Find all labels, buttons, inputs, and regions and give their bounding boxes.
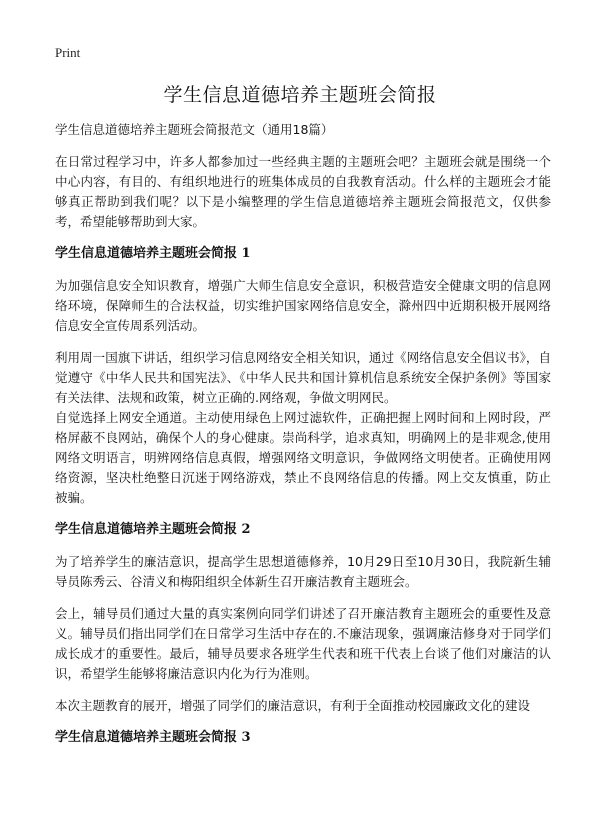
- print-label[interactable]: Print: [55, 45, 81, 60]
- section-1-paragraph-2: 利用周一国旗下讲话，组织学习信息网络安全相关知识，通过《网络信息安全倡议书》，自觉遵守《中华人民共和国宪法》、《中华人民共和国计算机信息系统安全保护条例》等国家有关法律、法规和政策，树立正确的.网络观，争做文明网民。: [55, 350, 551, 405]
- section-2-paragraph-1: 为了培养学生的廉洁意识，提高学生思想道德修养，10月29日至10月30日，我院新生辅导员陈秀云、谷清义和梅阳组织全体新生召开廉洁教育主题班会。: [55, 554, 551, 589]
- section-1-paragraph-3: 自觉选择上网安全通道。主动使用绿色上网过滤软件，正确把握上网时间和上网时段，严格屏蔽不良网站，确保个人的身心健康。崇尚科学，追求真知，明确网上的是非观念,使用网络文明语言，明辨网络信息真假，增强网络文明意识，争做网络文明使者。正确使用网络资源，坚决杜绝整日沉迷于网络游戏，禁止不良网络信息的传播。网上交友慎重，防止被骗。: [55, 410, 551, 505]
- section-2-paragraph-3: 本次主题教育的展开，增强了同学们的廉洁意识，有利于全面推动校园廉政文化的建设: [55, 698, 531, 713]
- document-title: 学生信息道德培养主题班会简报: [163, 84, 437, 106]
- intro-paragraph: 在日常过程学习中，许多人都参加过一些经典主题的主题班会吧？主题班会就是围绕一个中心内容，有目的、有组织地进行的班集体成员的自我教育活动。什么样的主题班会才能够真正帮助到我们呢？以下是小编整理的学生信息道德培养主题班会简报范文，仅供参考，希望能够帮助到大家。: [55, 154, 551, 229]
- section-heading-2: 学生信息道德培养主题班会简报 2: [55, 522, 251, 537]
- document-body: [55, 120, 551, 760]
- section-heading-1: 学生信息道德培养主题班会简报 1: [55, 246, 251, 261]
- section-2-paragraph-2: 会上，辅导员们通过大量的真实案例向同学们讲述了召开廉洁教育主题班会的重要性及意义。辅导员们指出同学们在日常学习生活中存在的.不廉洁现象，强调廉洁修身对于同学们成长成才的重要性。最后，辅导员要求各班学生代表和班干代表上台谈了他们对廉洁的认识，希望学生能够将廉洁意识内化为行为准则。: [55, 606, 551, 681]
- section-heading-3: 学生信息道德培养主题班会简报 3: [55, 730, 251, 745]
- document-subtitle: 学生信息道德培养主题班会简报范文（通用18篇）: [55, 122, 334, 137]
- section-1-paragraph-1: 为加强信息安全知识教育，增强广大师生信息安全意识，积极营造安全健康文明的信息网络环境，保障师生的合法权益，切实维护国家网络信息安全，滁州四中近期积极开展网络信息安全宣传周系列活动。: [55, 278, 551, 333]
